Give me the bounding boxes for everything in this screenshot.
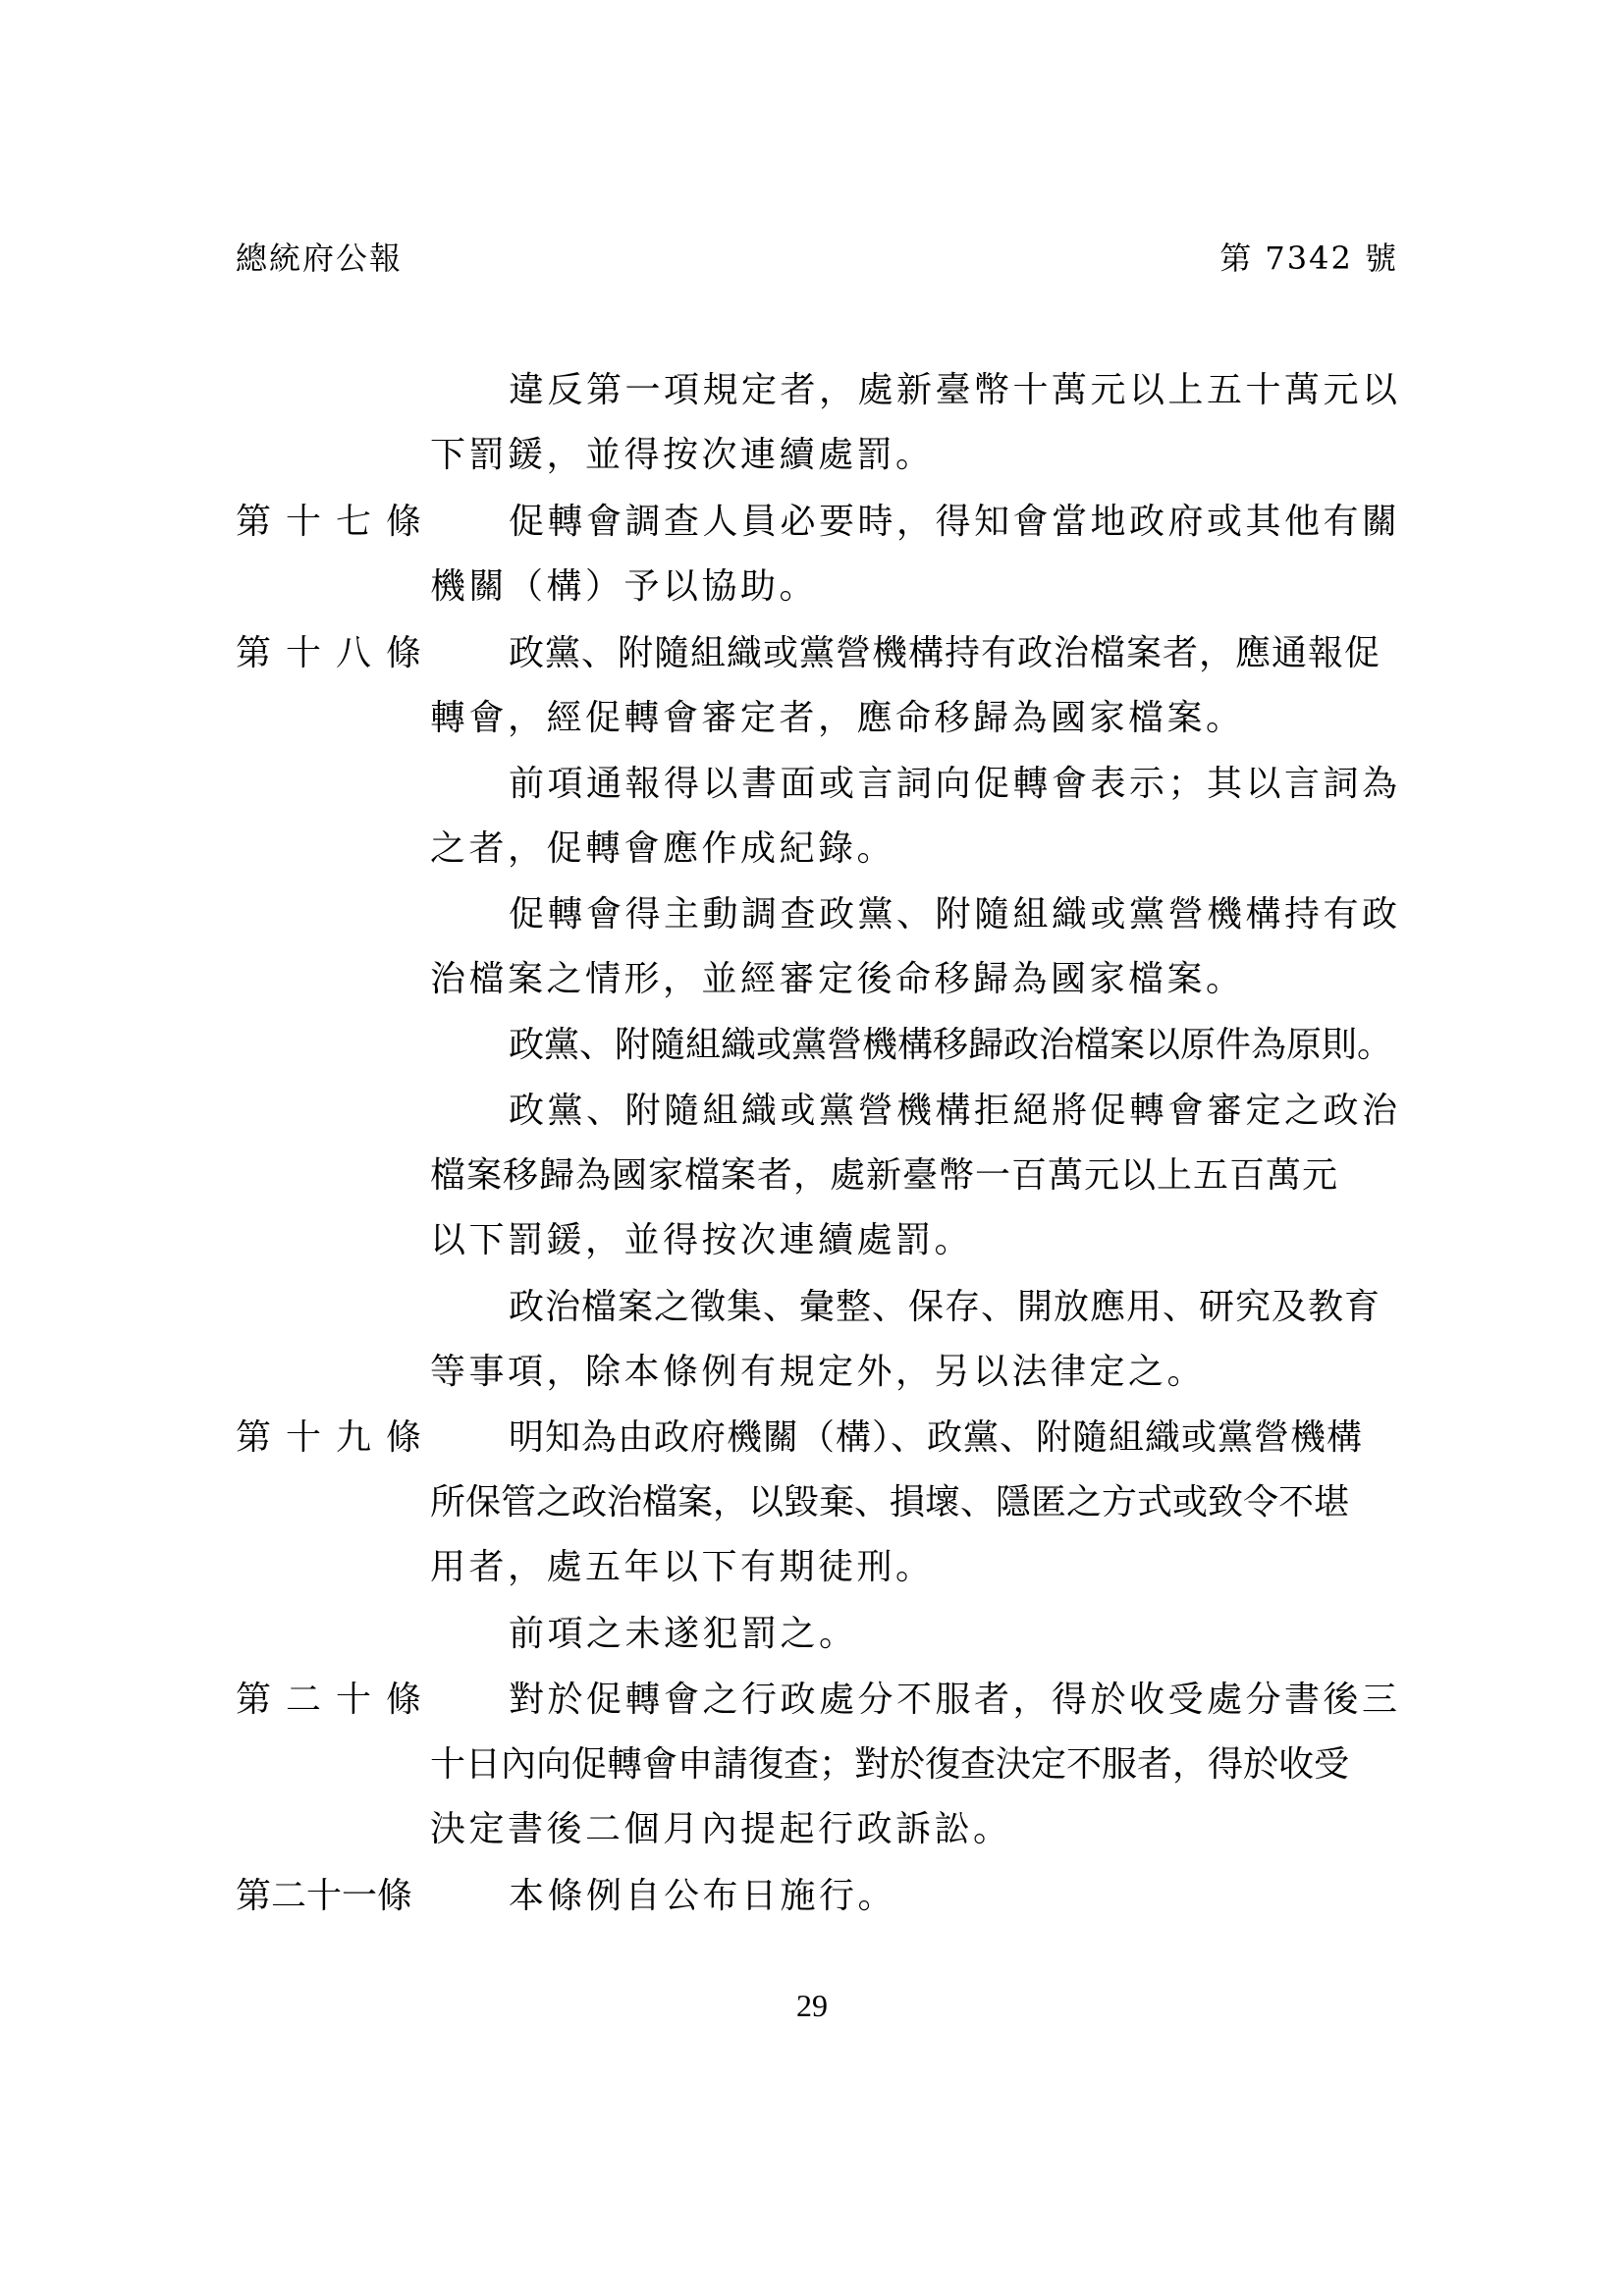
text-line: 前項通報得以書面或言詞向促轉會表示；其以言詞為 — [509, 764, 1401, 804]
text-line: 決定書後二個月內提起行政訴訟。 — [430, 1809, 1012, 1849]
text-line: 下罰鍰，並得按次連續處罰。 — [430, 435, 935, 475]
text-line: 促轉會得主動調查政黨、附隨組織或黨營機構持有政 — [509, 894, 1401, 934]
text-line: 前項之未遂犯罰之。 — [509, 1614, 858, 1654]
text-line: 促轉會調查人員必要時，得知會當地政府或其他有關 — [509, 502, 1401, 542]
article-19-label: 第十九條 — [236, 1417, 437, 1458]
text-line: 治檔案之情形，並經審定後命移歸為國家檔案。 — [430, 959, 1245, 999]
text-line: 對於促轉會之行政處分不服者，得於收受處分書後三 — [509, 1680, 1401, 1720]
text-line: 十日內向促轉會申請復查；對於復查決定不服者，得於收受 — [430, 1744, 1350, 1785]
text-line: 轉會，經促轉會審定者，應命移歸為國家檔案。 — [430, 698, 1245, 738]
text-line: 等事項，除本條例有規定外，另以法律定之。 — [430, 1352, 1207, 1392]
text-line: 違反第一項規定者，處新臺幣十萬元以上五十萬元以 — [509, 370, 1401, 410]
text-line: 明知為由政府機關（構）、政黨、附隨組織或黨營機構 — [509, 1417, 1364, 1458]
text-line: 本條例自公布日施行。 — [509, 1876, 897, 1916]
text-line: 政治檔案之徵集、彙整、保存、開放應用、研究及教育 — [509, 1287, 1381, 1327]
issue-number: 第 7342 號 — [1219, 240, 1398, 277]
text-line: 政黨、附隨組織或黨營機構持有政治檔案者，應通報促 — [509, 633, 1381, 673]
text-line: 檔案移歸為國家檔案者，處新臺幣一百萬元以上五百萬元 — [430, 1155, 1339, 1196]
publication-title: 總統府公報 — [236, 240, 404, 277]
article-20-label: 第二十條 — [236, 1680, 437, 1720]
text-line: 之者，促轉會應作成紀錄。 — [430, 828, 896, 869]
text-line: 用者，處五年以下有期徒刑。 — [430, 1547, 935, 1587]
text-line: 政黨、附隨組織或黨營機構移歸政治檔案以原件為原則。 — [509, 1025, 1393, 1065]
article-21-label: 第二十一條 — [236, 1876, 413, 1916]
article-18-label: 第十八條 — [236, 633, 437, 673]
article-17-label: 第十七條 — [236, 502, 437, 542]
text-line: 政黨、附隨組織或黨營機構拒絕將促轉會審定之政治 — [509, 1091, 1401, 1131]
page-number: 29 — [796, 1988, 828, 2023]
text-line: 以下罰鍰，並得按次連續處罰。 — [430, 1220, 974, 1260]
text-line: 機關（構）予以協助。 — [430, 566, 819, 607]
text-line: 所保管之政治檔案，以毀棄、損壞、隱匿之方式或致令不堪 — [430, 1482, 1350, 1522]
